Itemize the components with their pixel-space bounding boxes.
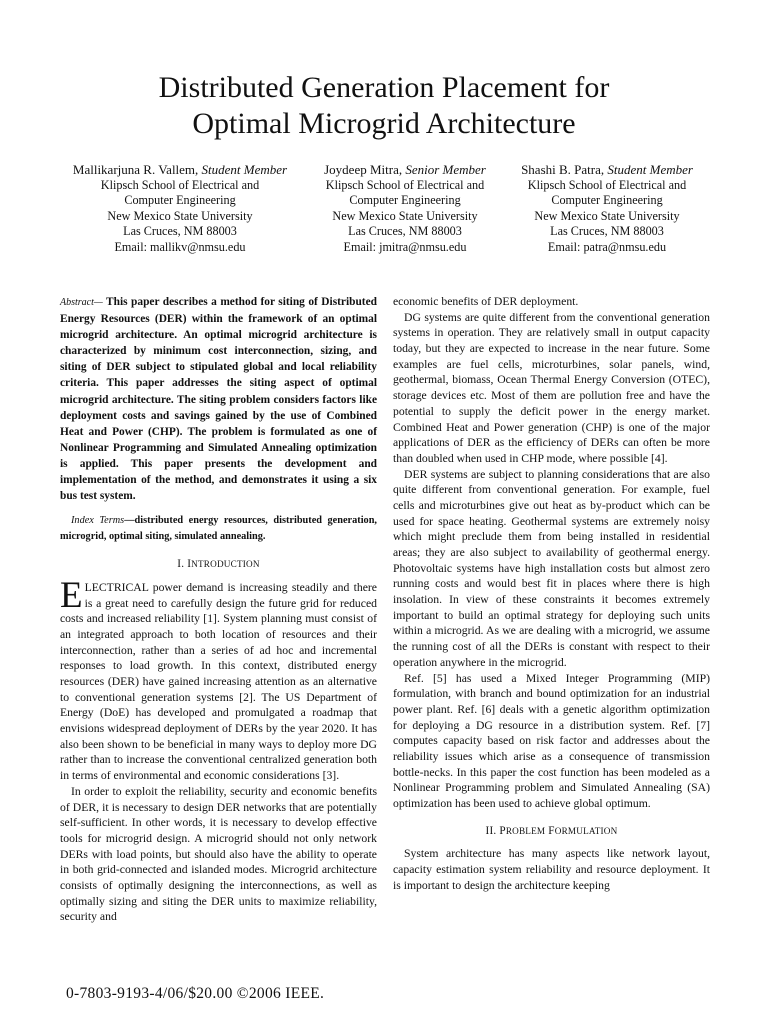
section-rest: NTRODUCTION bbox=[191, 559, 260, 570]
author-affiliation: Las Cruces, NM 88003 bbox=[550, 224, 664, 239]
author-affiliation: Las Cruces, NM 88003 bbox=[348, 224, 462, 239]
index-terms-label: Index Terms bbox=[71, 515, 125, 527]
section-rest: ORMULATION bbox=[554, 825, 618, 836]
author-block-3 bbox=[491, 162, 723, 256]
index-terms bbox=[60, 513, 377, 545]
right-paragraph-4: System architecture has many aspects like network layout, capacity estimation system reliability and resource deployment. It is important to design the architecture keeping bbox=[393, 847, 710, 892]
intro-paragraph-2: In order to exploit the reliability, security and economic benefits of DER, it is necessary to design DER networks that are potentially self-sufficient. In other words, it is necessary to develop effective tools for microgrid design. A microgrid should not only network DERs with load points, but should also have the ability to operate in both grid-connected and islanded modes. Microgrid architecture consists of optimally designing the interconnections, as well as optimally sizing and siting the DER units to maximize reliability, security and bbox=[60, 784, 377, 924]
section-heading-problem-formulation bbox=[393, 824, 710, 840]
author-affiliation: New Mexico State University bbox=[332, 208, 478, 223]
index-terms-text: —distributed energy resources, distributed generation, microgrid, optimal siting, simulated annealing. bbox=[60, 515, 378, 543]
author-name: Mallikarjuna R. Vallem, bbox=[72, 162, 199, 177]
drop-cap: E bbox=[60, 574, 83, 616]
section-cap: F bbox=[548, 824, 555, 837]
section-cap: P bbox=[499, 824, 506, 837]
author-name: Joydeep Mitra, bbox=[324, 162, 403, 177]
author-affiliation: New Mexico State University bbox=[107, 208, 253, 223]
author-block-1 bbox=[64, 162, 296, 256]
author-email: Email: patra@nmsu.edu bbox=[547, 239, 667, 254]
abstract-text: This paper describes a method for siting of Distributed Energy Resources (DER) within the framework of an optimal microgrid architecture. An optimal microgrid architecture is characterized by minimum cost interconnection, sizing, and siting of DER subject to stipulated global and local reliability criteria. This paper addresses the siting aspect of optimal microgrid architecture. The siting problem considers factors like deployment costs and savings gained by the use of Combined Heat and Power (CHP). The problem is formulated as one of Nonlinear Programming and Simulated Annealing optimization is applied. This paper presents the development and implementation of the method, and demonstrates it using a six bus test system. bbox=[60, 296, 377, 503]
right-column bbox=[393, 294, 710, 893]
section-cap: I bbox=[187, 558, 192, 571]
section-heading-introduction bbox=[60, 557, 377, 573]
author-role: Senior Member bbox=[405, 162, 486, 177]
author-email: Email: mallikv@nmsu.edu bbox=[114, 239, 246, 254]
copyright-footer: 0-7803-9193-4/06/$20.00 ©2006 IEEE. bbox=[66, 985, 325, 1002]
author-affiliation: Klipsch School of Electrical and bbox=[100, 177, 260, 192]
abstract-label: Abstract— bbox=[60, 297, 103, 308]
abstract bbox=[60, 294, 377, 504]
author-affiliation: Las Cruces, NM 88003 bbox=[123, 224, 237, 239]
author-affiliation: Klipsch School of Electrical and bbox=[325, 177, 485, 192]
author-role: Student Member bbox=[607, 162, 693, 177]
intro-paragraph-1 bbox=[60, 574, 377, 784]
right-paragraph-3: Ref. [5] has used a Mixed Integer Programming (MIP) formulation, with branch and bound optimization for an industrial power plant. Ref. [6] deals with a genetic algorithm optimization for deploying a DG resource in a distribution system. Ref. [7] computes capacity based on risk factor and addresses about the reliability issues which arise as a consequence of transmission bottle-necks. In this paper the cost function has been modeled as a Nonlinear Programming problem and Simulated Annealing (SA) optimization has been used to achieve global optimum. bbox=[393, 671, 710, 810]
author-affiliation: Computer Engineering bbox=[124, 193, 236, 208]
author-affiliation: Klipsch School of Electrical and bbox=[527, 177, 687, 192]
author-affiliation: Computer Engineering bbox=[551, 193, 663, 208]
author-affiliation: Computer Engineering bbox=[349, 193, 461, 208]
paragraph-text: LECTRICAL power demand is increasing steadily and there is a great need to carefully design the future grid for reduced costs and increased reliability [1]. System planning must consist of an integrated approach to both location of resources and their interconnection, rather than a series of ad hoc and incremental responses to load growth. In this context, distributed energy resources (DER) have gained increasing attention as an alternative to conventional generation systems [2]. The US Department of Energy (DoE) has developed and promulgated a roadmap that envisions widespread deployment of DERs by the year 2020. It has also been shown to be beneficial in many ways to deploy more DG rather than to increase the conventional centralized generation both in terms of environmental and economic considerations [3]. bbox=[60, 580, 377, 783]
right-paragraph-1: DG systems are quite different from the conventional generation systems in operation. They are relatively small in output capacity today, but they are expected to increase in the near future. Some examples are fuel cells, microturbines, solar panels, wind, geothermal, biomass, Ocean Thermal Energy Conversion (OTEC), storage devices etc. Most of them are pollution free and have the potential to supply the deficit power in the energy market. Combined Heat and Power generation (CHP) is one of the major applications of DER as the efficiency of DERs can often be more than doubled when used in CHP mode, where possible [4]. bbox=[393, 310, 710, 465]
section-number: I. bbox=[177, 558, 185, 571]
author-block-2 bbox=[289, 162, 521, 256]
author-email: Email: jmitra@nmsu.edu bbox=[343, 239, 467, 254]
author-role: Student Member bbox=[201, 162, 288, 177]
paper-title-line1: Distributed Generation Placement for bbox=[158, 71, 610, 104]
section-rest: ROBLEM bbox=[505, 825, 546, 836]
right-paragraph-0: economic benefits of DER deployment. bbox=[393, 295, 579, 308]
section-number: II. bbox=[485, 824, 497, 837]
paper-title-line2: Optimal Microgrid Architecture bbox=[192, 107, 576, 140]
author-name: Shashi B. Patra, bbox=[521, 162, 605, 177]
author-affiliation: New Mexico State University bbox=[534, 208, 680, 223]
left-column bbox=[60, 294, 377, 925]
right-paragraph-2: DER systems are subject to planning considerations that are also quite different from conventional generation. For example, fuel cells and microturbines give out heat as by-product which can be used for space heating. Geothermal systems are extremely noisy which might preclude them from being installed in residential areas; they are also subject to availability of geothermal energy. Photovoltaic systems have high installation costs but almost zero running costs and would best fit in places where there is high insolation. In view of these constraints it becomes extremely important to build an optimal strategy for deploying such units within a microgrid. As we are dealing with a microgrid, we assume the running cost of all the DERs is constant with respect to their operation anywhere in the microgrid. bbox=[393, 467, 710, 669]
